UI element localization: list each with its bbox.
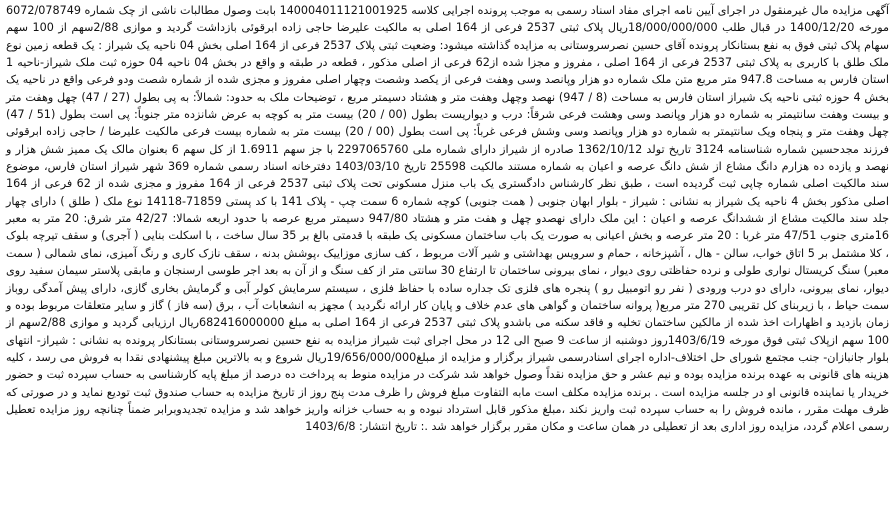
auction-notice-text: آگهی مزایده مال غیرمنقول در اجرای آیین نامه اجرای مفاد اسناد رسمی به موجب پرونده اجرایی کلاسه 140004011121001925 بابت وصول مطالبات ناشی از چک شماره 6072/078749 مورخه 1400/12/20 در قبال طلب 18/000/000/000ریال پلاک ثبتی 2537 فرعی از 164 اصلی به مالکیت علیرضا حاجی زاده ابرقوئی بازداشت گردید و موازی 2/88سهم از 100 سهم سهام پلاک ثبتی فوق به نفع بستانکار پرونده آقای حسین نصرسروستانی به مزایده گذاشته میشود: وضعیت ثبتی پلاک 2537 فرعی از 164 اصلی بخش 04 ناحیه یک شیراز : یک قطعه زمین نوع ملک طلق با کاربری به پلاک ثبتی 2537 فرعی از 164 اصلی ، مفروز و مجزا شده از62 فرعی از اصلی مذکور ، قطعه در طبقه و واقع در بخش 04 ناحیه 04 حوزه ثبت ملک شیراز-ناحیه 1 استان فارس به مساحت 947.8 متر مربع متن ملک شماره دو هزار وپانصد وسی وهفت فرعی از یکصد وشصت وچهار اصلی مفروز و مجزی شده از شماره شصت ودو فرعی واقع در ناحیه یک بخش 4 حوزه ثبتی ناحیه یک شیراز استان فارس به مساحت (8 / 947) نهصد وچهل وهفت متر و هشتاد دسیمتر مربع ، توضیحات ملک به حدود: شمالاً: به پی بطول (27 / 47) چهل وهفت متر و بیست وهفت سانتیمتر به شماره دو هزار وپانصد وسی وهشت فرعی شرقاً: درب و دیواریست بطول (00 / 20) بیست متر به کوچه به عرض شانزده متر جنوباً: پی است بطول (51 / 47) چهل وهفت متر و پنجاه ویک سانتیمتر به شماره دو هزار وپانصد وسی وشش فرعی غرباً: پی است بطول (00 / 20) بیست متر به شماره بیست فرعی مالکیت علیرضا / حاجی زاده ابرقوئی فرزند مجدحسین شماره شناسنامه 3124 تاریخ تولد 1362/10/12 صادره از شیراز دارای شماره ملی 2297065760 با جز سهم 1.6911 از کل سهم 6 بعنوان مالک یک ممیز شش هزار و نهصد و یازده ده هزارم دانگ مشاع از شش دانگ عرصه و اعیان به شماره مستند مالکیت 25598 تاریخ 1403/03/10 دفترخانه اسناد رسمی شماره 369 شهر شیراز استان فارس، موضوع سند مالکیت اصلی شماره چاپی ثبت گردیده است ، طبق نظر کارشناس دادگستری یک باب منزل مسکونی تحت پلاک ثبتی 2537 فرعی از 164 مفروز و مجزی شده از 62 فرعی از 164 اصلی مذکور بخش 4 ناحیه یک شیراز به نشانی : شیراز - بلوار ابهان جنوبی ( همت جنوبی) کوچه شماره 6 سمت چپ - پلاک 141 با کد پستی 71859-14118 نوع ملک ( طلق ) دارای چهار جلد سند مالکیت مشاع از ششدانگ عرصه و اعیان : این ملک دارای نهصدو چهل و هفت متر و هشتاد 947/80 دسیمتر مربع عرصه با حدود اربعه شمالا: 42/27 متر شرق: 20 متر به معبر 16متری جنوب 47/51 متر غربا : 20 متر عرصه و بخش اعیانی به صورت یک باب ساختمان مسکونی یک طبقه با قدمتی بالغ بر 35 سال ساخت ، با اسکلت بنایی ( آجری) و سقف تیرچه بلوک ، کلا مشتمل بر 5 اتاق خواب، سالن - هال ، آشپزخانه ، حمام و سرویس بهداشتی و شیر آلات مربوط ، کف سازی موزاییک ،پوشش بدنه ، سقف نازک کاری و رنگ آمیزی، نمای شمالی ( سمت معبر) سنگ کریستال نواری طولی و نرده حفاظتی روی دیوار ، نمای بیرونی ساختمان تا ارتفاع 30 سانتی متر از کف سنگ و از آن به بعد اجر طوسی ارسنجان و مابقی پلاستر سیمان سفید روی دیوار، نمای بیرونی، دارای دو درب ورودی ( نفر رو اتومبیل رو ) پنجره های فلزی تک جداره ساده با حفاظ فلزی ، سیستم سرمایش کولر آبی و گرمایش بخاری گازی، دارای پیش آمدگی روباز سمت حیاط ، با زیربنای کل تقریبی 270 متر مربع( پروانه ساختمان و گواهی های عدم خلاف و پایان کار ارائه نگردید ) مجهز به انشعابات آب ، برق (سه فاز ) گاز و سایر متعلقات مربوط بوده و زمان بازدید و اظهارات اخذ شده از مالکین ساختمان تخلیه و فاقد سکنه می باشدو پلاک ثبتی 2537 فرعی از 164 اصلی به مبلغ 682416000000ریال ارزیابی گردید و موازی 2/88سهم از 100 سهم ازپلاک ثبتی فوق مورخه 1403/6/19روز دوشنبه از ساعت 9 صبح الی 12 در محل اجرای ثبت شیراز مزایده به نفع حسین نصرسروستانی بستانکار پرونده به نشانی : شیراز- انتهای بلوار جانبازان- جنب مجتمع شورای حل اختلاف-اداره اجرای اسنادرسمی شیراز برگزار و مزایده از مبلغ19/656/000/000ریال شروع و به بالاترین مبلغ پیشنهادی نقدا به فروش می رسد ، کلیه هزینه های قانونی به عهده برنده مزایده بوده و نیم عشر و حق مزایده نقداً وصول خواهد شد شرکت در مزایده منوط به پرداخت ده درصد از مبلغ پایه کارشناسی به حساب سپرده ثبت و حضور خریدار یا نماینده قانونی او در جلسه مزایده است . برنده مزایده مکلف است مابه التفاوت مبلغ فروش را ظرف مدت پنج روز از تاریخ مزایده به حساب صندوق ثبت تودیع نماید و در صورتی که ظرف مهلت مقرر ، مانده فروش را به حساب سپرده ثبت واریز نکند ،مبلغ مذکور قابل استرداد نبوده و به حساب خزانه واریز خواهد شد و مزایده تجدیدوبرابر ضمناً چنانچه روز مزایده تعطیل رسمی اعلام گردد، مزایده روز اداری بعد از تعطیلی در همان ساعت و مکان مقرر برگزار خواهد شد .: تاریخ انتشار: 1403/6/8 xyxy=(6,4,890,434)
